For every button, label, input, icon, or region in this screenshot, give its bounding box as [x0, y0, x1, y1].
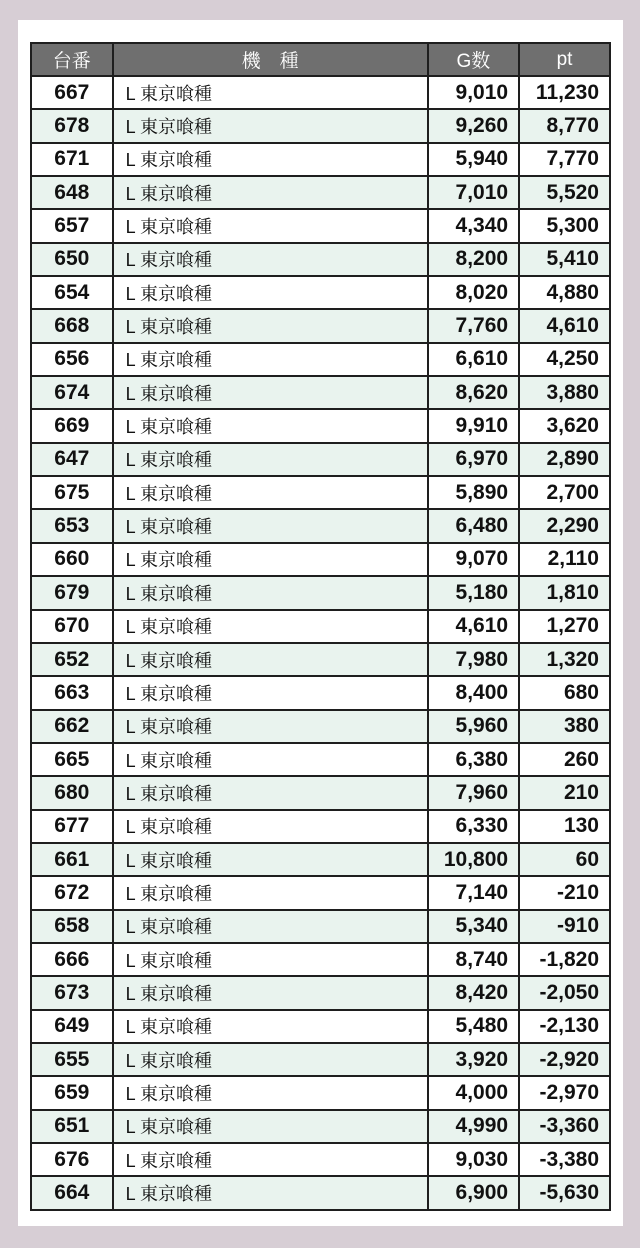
- cell-game-count: 6,900: [428, 1176, 519, 1210]
- table-row: [31, 243, 610, 276]
- cell-points: 4,610: [519, 309, 610, 342]
- cell-points: 210: [519, 776, 610, 809]
- cell-points: -5,630: [519, 1176, 610, 1210]
- table-row: [31, 576, 610, 609]
- table-row: [31, 276, 610, 309]
- cell-points: 260: [519, 743, 610, 776]
- cell-machine-number: 660: [31, 543, 113, 576]
- cell-points: 5,520: [519, 176, 610, 209]
- table-row: [31, 343, 610, 376]
- cell-points: 7,770: [519, 143, 610, 176]
- table-row: [31, 710, 610, 743]
- table-row: [31, 910, 610, 943]
- cell-machine-type: L 東京喰種: [113, 343, 428, 376]
- cell-machine-number: 651: [31, 1110, 113, 1143]
- cell-machine-number: 649: [31, 1010, 113, 1043]
- cell-game-count: 4,610: [428, 610, 519, 643]
- cell-machine-type: L 東京喰種: [113, 1076, 428, 1109]
- cell-game-count: 6,610: [428, 343, 519, 376]
- table-row: [31, 1076, 610, 1109]
- cell-points: -2,130: [519, 1010, 610, 1043]
- cell-points: -2,920: [519, 1043, 610, 1076]
- cell-game-count: 7,760: [428, 309, 519, 342]
- cell-machine-type: L 東京喰種: [113, 309, 428, 342]
- cell-points: -3,360: [519, 1110, 610, 1143]
- cell-machine-type: L 東京喰種: [113, 176, 428, 209]
- cell-machine-number: 650: [31, 243, 113, 276]
- cell-machine-type: L 東京喰種: [113, 610, 428, 643]
- cell-game-count: 6,480: [428, 509, 519, 542]
- table-row: [31, 1143, 610, 1176]
- cell-machine-number: 676: [31, 1143, 113, 1176]
- table-row: [31, 1176, 610, 1210]
- cell-points: -210: [519, 876, 610, 909]
- cell-machine-number: 675: [31, 476, 113, 509]
- cell-game-count: 6,330: [428, 810, 519, 843]
- cell-machine-number: 656: [31, 343, 113, 376]
- cell-machine-type: L 東京喰種: [113, 276, 428, 309]
- cell-points: 1,810: [519, 576, 610, 609]
- table-row: [31, 943, 610, 976]
- table-row: [31, 1043, 610, 1076]
- cell-game-count: 9,260: [428, 109, 519, 142]
- table-row: [31, 176, 610, 209]
- cell-points: 5,410: [519, 243, 610, 276]
- cell-machine-type: L 東京喰種: [113, 443, 428, 476]
- cell-machine-type: L 東京喰種: [113, 1010, 428, 1043]
- cell-points: 5,300: [519, 209, 610, 242]
- cell-game-count: 5,960: [428, 710, 519, 743]
- table-row: [31, 643, 610, 676]
- cell-machine-number: 658: [31, 910, 113, 943]
- table-body: [31, 76, 610, 1210]
- table-row: [31, 676, 610, 709]
- cell-game-count: 7,960: [428, 776, 519, 809]
- table-row: [31, 109, 610, 142]
- cell-machine-type: L 東京喰種: [113, 676, 428, 709]
- table-row: [31, 443, 610, 476]
- cell-game-count: 3,920: [428, 1043, 519, 1076]
- cell-machine-type: L 東京喰種: [113, 509, 428, 542]
- cell-game-count: 5,340: [428, 910, 519, 943]
- cell-machine-type: L 東京喰種: [113, 476, 428, 509]
- cell-game-count: 8,020: [428, 276, 519, 309]
- cell-machine-type: L 東京喰種: [113, 376, 428, 409]
- table-row: [31, 476, 610, 509]
- cell-machine-number: 666: [31, 943, 113, 976]
- cell-machine-number: 671: [31, 143, 113, 176]
- cell-points: 2,700: [519, 476, 610, 509]
- cell-points: 680: [519, 676, 610, 709]
- table-row: [31, 776, 610, 809]
- cell-points: 380: [519, 710, 610, 743]
- table-row: [31, 810, 610, 843]
- cell-machine-number: 655: [31, 1043, 113, 1076]
- cell-machine-type: L 東京喰種: [113, 209, 428, 242]
- cell-machine-type: L 東京喰種: [113, 910, 428, 943]
- cell-machine-number: 652: [31, 643, 113, 676]
- cell-machine-type: L 東京喰種: [113, 976, 428, 1009]
- cell-machine-number: 659: [31, 1076, 113, 1109]
- cell-machine-type: L 東京喰種: [113, 776, 428, 809]
- cell-machine-number: 679: [31, 576, 113, 609]
- cell-points: -910: [519, 910, 610, 943]
- cell-points: 8,770: [519, 109, 610, 142]
- cell-machine-type: L 東京喰種: [113, 1110, 428, 1143]
- cell-machine-type: L 東京喰種: [113, 710, 428, 743]
- cell-machine-number: 662: [31, 710, 113, 743]
- cell-game-count: 10,800: [428, 843, 519, 876]
- cell-machine-number: 665: [31, 743, 113, 776]
- cell-game-count: 7,980: [428, 643, 519, 676]
- cell-machine-type: L 東京喰種: [113, 543, 428, 576]
- cell-machine-number: 664: [31, 1176, 113, 1210]
- cell-game-count: 7,010: [428, 176, 519, 209]
- cell-points: 4,250: [519, 343, 610, 376]
- cell-points: 1,270: [519, 610, 610, 643]
- cell-machine-number: 677: [31, 810, 113, 843]
- cell-machine-number: 667: [31, 76, 113, 109]
- cell-game-count: 5,180: [428, 576, 519, 609]
- table-row: [31, 409, 610, 442]
- cell-machine-type: L 東京喰種: [113, 810, 428, 843]
- cell-machine-number: 657: [31, 209, 113, 242]
- cell-game-count: 8,200: [428, 243, 519, 276]
- cell-game-count: 5,480: [428, 1010, 519, 1043]
- cell-points: -2,970: [519, 1076, 610, 1109]
- cell-points: -1,820: [519, 943, 610, 976]
- table-header-row: [31, 43, 610, 76]
- cell-game-count: 4,990: [428, 1110, 519, 1143]
- cell-machine-number: 663: [31, 676, 113, 709]
- cell-points: 1,320: [519, 643, 610, 676]
- table-row: [31, 743, 610, 776]
- cell-game-count: 9,030: [428, 1143, 519, 1176]
- cell-machine-number: 661: [31, 843, 113, 876]
- cell-machine-number: 680: [31, 776, 113, 809]
- table-row: [31, 1010, 610, 1043]
- cell-machine-number: 654: [31, 276, 113, 309]
- table-row: [31, 509, 610, 542]
- cell-game-count: 5,940: [428, 143, 519, 176]
- cell-machine-type: L 東京喰種: [113, 143, 428, 176]
- cell-points: 2,890: [519, 443, 610, 476]
- cell-machine-type: L 東京喰種: [113, 876, 428, 909]
- cell-points: -3,380: [519, 1143, 610, 1176]
- cell-game-count: 9,070: [428, 543, 519, 576]
- cell-game-count: 4,000: [428, 1076, 519, 1109]
- cell-points: 130: [519, 810, 610, 843]
- cell-game-count: 8,400: [428, 676, 519, 709]
- data-card: [18, 20, 623, 1226]
- cell-machine-number: 647: [31, 443, 113, 476]
- cell-game-count: 4,340: [428, 209, 519, 242]
- cell-game-count: 9,010: [428, 76, 519, 109]
- table-row: [31, 309, 610, 342]
- cell-machine-type: L 東京喰種: [113, 943, 428, 976]
- cell-machine-number: 653: [31, 509, 113, 542]
- cell-game-count: 8,740: [428, 943, 519, 976]
- column-header-points: pt: [519, 43, 610, 76]
- column-header-machine-type: 機 種: [113, 43, 428, 76]
- cell-game-count: 8,620: [428, 376, 519, 409]
- cell-machine-number: 648: [31, 176, 113, 209]
- cell-machine-number: 670: [31, 610, 113, 643]
- cell-machine-type: L 東京喰種: [113, 743, 428, 776]
- cell-points: 60: [519, 843, 610, 876]
- cell-machine-type: L 東京喰種: [113, 576, 428, 609]
- cell-game-count: 9,910: [428, 409, 519, 442]
- column-header-machine-number: 台番: [31, 43, 113, 76]
- table-row: [31, 76, 610, 109]
- table-row: [31, 876, 610, 909]
- cell-machine-number: 673: [31, 976, 113, 1009]
- cell-machine-type: L 東京喰種: [113, 843, 428, 876]
- cell-machine-type: L 東京喰種: [113, 643, 428, 676]
- cell-points: 11,230: [519, 76, 610, 109]
- cell-machine-number: 672: [31, 876, 113, 909]
- table-row: [31, 976, 610, 1009]
- cell-machine-type: L 東京喰種: [113, 1143, 428, 1176]
- cell-machine-number: 678: [31, 109, 113, 142]
- cell-points: 4,880: [519, 276, 610, 309]
- column-header-game-count: G数: [428, 43, 519, 76]
- cell-machine-type: L 東京喰種: [113, 409, 428, 442]
- table-row: [31, 843, 610, 876]
- machine-data-table: [30, 42, 611, 1211]
- cell-points: 3,620: [519, 409, 610, 442]
- cell-machine-type: L 東京喰種: [113, 76, 428, 109]
- table-row: [31, 543, 610, 576]
- cell-points: 2,110: [519, 543, 610, 576]
- cell-game-count: 8,420: [428, 976, 519, 1009]
- cell-points: -2,050: [519, 976, 610, 1009]
- cell-machine-number: 669: [31, 409, 113, 442]
- cell-machine-type: L 東京喰種: [113, 1176, 428, 1210]
- cell-game-count: 7,140: [428, 876, 519, 909]
- cell-points: 2,290: [519, 509, 610, 542]
- cell-game-count: 5,890: [428, 476, 519, 509]
- cell-machine-number: 674: [31, 376, 113, 409]
- table-row: [31, 610, 610, 643]
- table-row: [31, 209, 610, 242]
- cell-game-count: 6,970: [428, 443, 519, 476]
- table-row: [31, 376, 610, 409]
- cell-machine-type: L 東京喰種: [113, 243, 428, 276]
- table-row: [31, 143, 610, 176]
- cell-points: 3,880: [519, 376, 610, 409]
- cell-machine-type: L 東京喰種: [113, 109, 428, 142]
- cell-machine-type: L 東京喰種: [113, 1043, 428, 1076]
- cell-game-count: 6,380: [428, 743, 519, 776]
- table-row: [31, 1110, 610, 1143]
- cell-machine-number: 668: [31, 309, 113, 342]
